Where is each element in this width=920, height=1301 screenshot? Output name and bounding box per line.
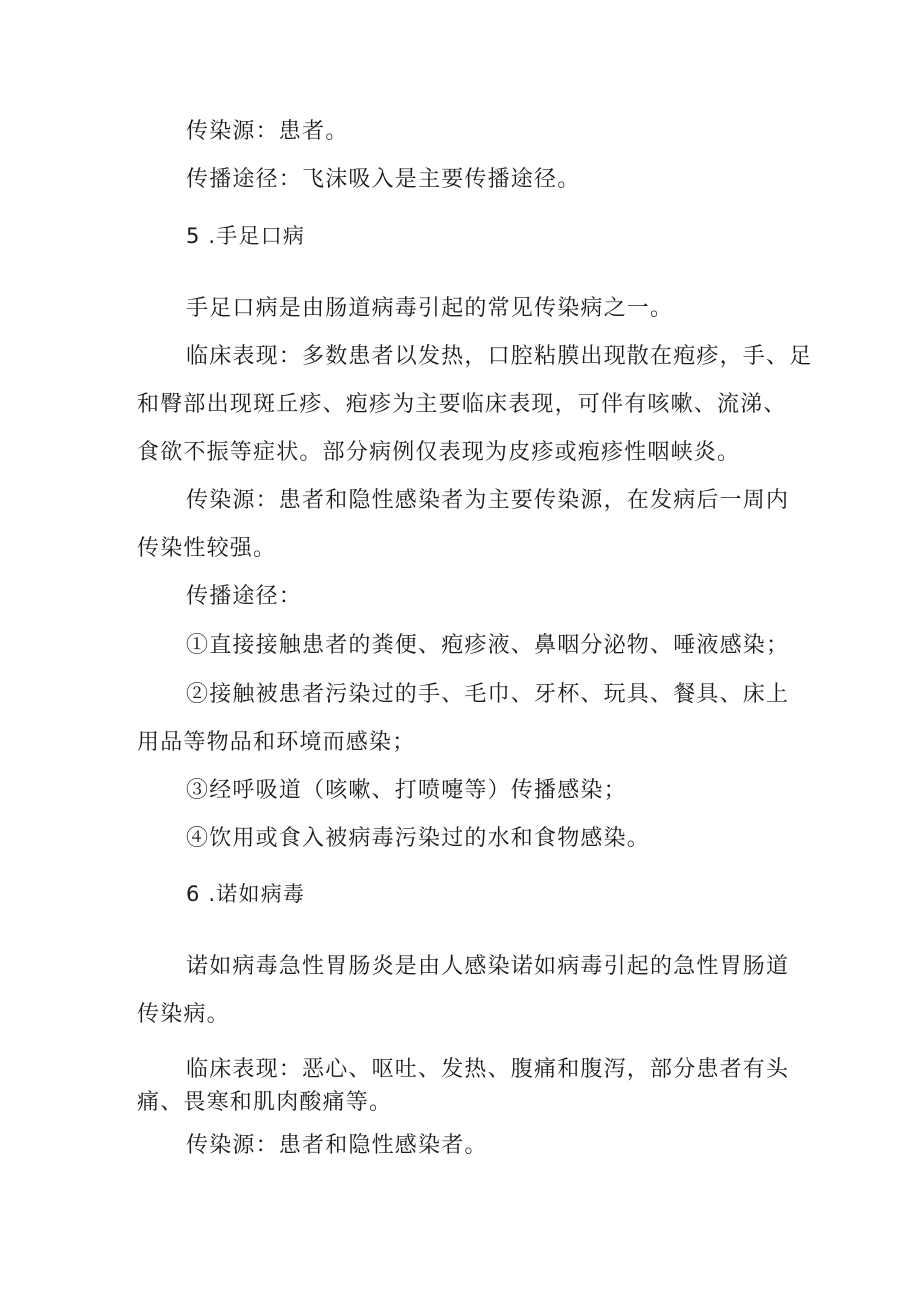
text-line: 食欲不振等症状。部分病例仅表现为皮疹或疱疹性咽峡炎。 xyxy=(137,440,741,465)
text-line: 诺如病毒急性胃肠炎是由人感染诺如病毒引起的急性胃肠道 xyxy=(186,954,790,979)
list-item: ③经呼吸道（咳嗽、打喷嚏等）传播感染； xyxy=(186,778,627,803)
text-line: 和臀部出现斑丘疹、疱疹为主要临床表现，可伴有咳嗽、流涕、 xyxy=(137,392,787,417)
text-line: 传染病。 xyxy=(137,1002,230,1027)
text-line: 传播途径：飞沫吸入是主要传播途径。 xyxy=(186,167,581,192)
text-line: 痛、畏寒和肌肉酸痛等。 xyxy=(137,1090,393,1115)
text-line: 传染性较强。 xyxy=(137,536,277,561)
list-item: ④饮用或食入被病毒污染过的水和食物感染。 xyxy=(186,826,651,851)
text-line: 用品等物品和环境而感染； xyxy=(137,730,416,755)
text-line: 传播途径： xyxy=(186,584,303,609)
text-line: 手足口病是由肠道病毒引起的常见传染病之一。 xyxy=(186,296,674,321)
text-line: 传染源：患者和隐性感染者。 xyxy=(186,1133,488,1158)
text-line: 临床表现：多数患者以发热，口腔粘膜出现散在疱疹，手、足 xyxy=(186,344,813,369)
list-item: ②接触被患者污染过的手、毛巾、牙杯、玩具、餐具、床上 xyxy=(186,682,790,707)
text-line: 临床表现：恶心、呕吐、发热、腹痛和腹泻，部分患者有头 xyxy=(186,1057,790,1082)
section-heading-6: 6 .诺如病毒 xyxy=(186,882,306,906)
section-heading-5: 5 .手足口病 xyxy=(186,224,306,248)
list-item: ①直接接触患者的粪便、疱疹液、鼻咽分泌物、唾液感染； xyxy=(186,633,790,658)
text-line: 传染源：患者。 xyxy=(186,119,349,144)
text-line: 传染源：患者和隐性感染者为主要传染源，在发病后一周内 xyxy=(186,488,790,513)
